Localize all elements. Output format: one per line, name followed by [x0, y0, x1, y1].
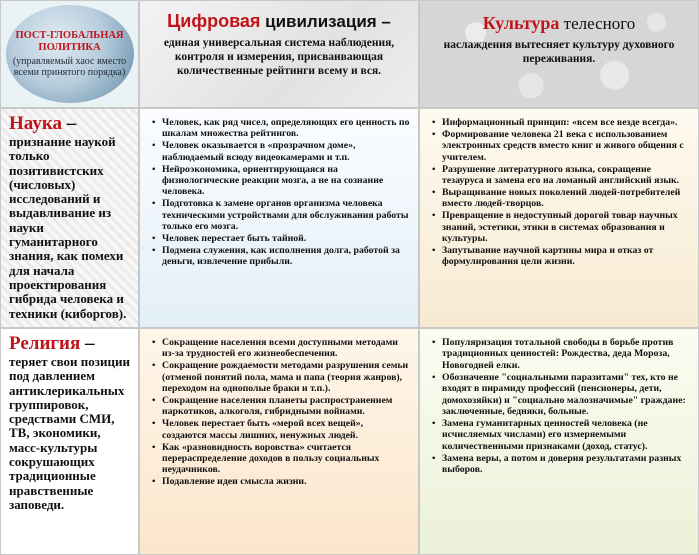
row-religion-label [0, 328, 139, 555]
list-item: • Подготовка к замене органов организма человека техническими устройствами для обслуживания работы только его мозга. [152, 198, 410, 232]
digital-title-red: Цифровая [167, 11, 261, 31]
religion-digital-list [140, 329, 418, 488]
list-item: • Запутывание научной картины мира и отказ от формулирования цели жизни. [432, 245, 690, 268]
religion-description: теряет свои позиции под давлением антиклерикальных группировок, средствами СМИ, ТВ, экономики, масс-культуры сокрушающих традиционные нравственные заповеди. [9, 355, 132, 512]
list-item: • Человек оказывается в «прозрачном доме», наблюдаемый всюду видеокамерами и т.п. [152, 140, 410, 163]
digital-civilization-title [154, 11, 404, 32]
list-item: • Нейроэкономика, ориентирующаяся на физиологические реакции мозга, а не на сознание человека. [152, 164, 410, 198]
science-culture-cell [419, 108, 699, 328]
row-science-label [0, 108, 139, 328]
list-item: • Сокращение населения всеми доступными методами из-за трудностей его жизнеобеспечения. [152, 337, 410, 360]
list-item: • Человек перестает быть «мерой всех вещей», создаются массы лишних, ненужных людей. [152, 418, 410, 441]
list-item: • Обозначение "социальными паразитами" тех, кто не входят в пирамиду профессий (пенсионеры, дети, домохозяйки) и "социально малозначимые" граждане: заключенные, бедняки, больные. [432, 372, 690, 418]
list-item: • Сокращение рождаемости методами разрушения семьи (отменой понятий пола, мама и папа (теория жанров), переходом на однополые браки и т.п.). [152, 360, 410, 394]
religion-culture-cell [419, 328, 699, 555]
list-item: • Замена гуманитарных ценностей человека (не исчисляемых числами) его измеряемыми количественными признаками (доход, статус). [432, 418, 690, 452]
header-culture [419, 0, 699, 108]
list-item: • Как «разновидность воровства» считается перераспределение доходов в пользу социальных неудачников. [152, 442, 410, 476]
culture-description: наслаждения вытесняет культуру духовного переживания. [443, 39, 675, 65]
list-item: • Информационный принцип: «всем все везде всегда». [432, 117, 690, 128]
science-title-red: Наука [9, 113, 62, 134]
culture-title [434, 13, 684, 34]
science-culture-list [420, 109, 698, 268]
digital-civilization-description: единая универсальная система наблюдения, контроля и измерения, присваивающая количественные рейтинги всему и вся. [163, 37, 395, 77]
religion-title-dash: – [80, 333, 95, 354]
digital-title-rest: цивилизация – [260, 12, 391, 31]
header-digital-civilization [139, 0, 419, 108]
science-digital-list [140, 109, 418, 268]
list-item: • Подавление идеи смысла жизни. [152, 476, 410, 487]
religion-title [9, 333, 132, 355]
science-title-dash: – [61, 113, 77, 134]
culture-title-red: Культура [482, 13, 560, 33]
list-item: • Формирование человека 21 века с использованием электронных средств вместо книг и живого общения с учителем. [432, 129, 690, 163]
list-item: • Популяризация тотальной свободы в борьбе против традиционных ценностей: Рождества, деда Мороза, Новогодней елки. [432, 337, 690, 371]
science-digital-cell [139, 108, 419, 328]
list-item: • Разрушение литературного языка, сокращение тезауруса и замена его на ломаный английский язык. [432, 164, 690, 187]
list-item: • Человек перестает быть тайной. [152, 233, 410, 244]
globe-image [6, 5, 134, 103]
list-item: • Выращивание новых поколений людей-потребителей вместо людей-творцов. [432, 187, 690, 210]
corner-cell [0, 0, 139, 108]
list-item: • Подмена служения, как исполнения долга, работой за деньги, извлечение прибыли. [152, 245, 410, 268]
science-description: признание наукой только позитивистских (числовых) исследований и выдавливание из науки гуманитарного знания, как помехи для начала проектирования гибрида человека и техники (киборгов). [9, 134, 127, 321]
religion-digital-cell [139, 328, 419, 555]
list-item: • Человек, как ряд чисел, определяющих его ценность по шкалам множества рейтингов. [152, 117, 410, 140]
list-item: • Сокращение населения планеты распространением наркотиков, алкоголя, гибридными войнами. [152, 395, 410, 418]
science-title [9, 113, 132, 135]
list-item: • Замена веры, а потом и доверия результатами разных выборов. [432, 453, 690, 476]
corner-subtitle: (управляемый хаос вместо всеми принятого порядка) [12, 55, 127, 78]
religion-culture-list [420, 329, 698, 475]
list-item: • Превращение в недоступный дорогой товар научных знаний, эстетики, этики в системах образования и культуры. [432, 210, 690, 244]
religion-title-red: Религия [9, 333, 81, 354]
corner-title: ПОСТ-ГЛОБАЛЬНАЯ ПОЛИТИКА [15, 29, 124, 53]
culture-title-rest: телесного [559, 14, 636, 33]
